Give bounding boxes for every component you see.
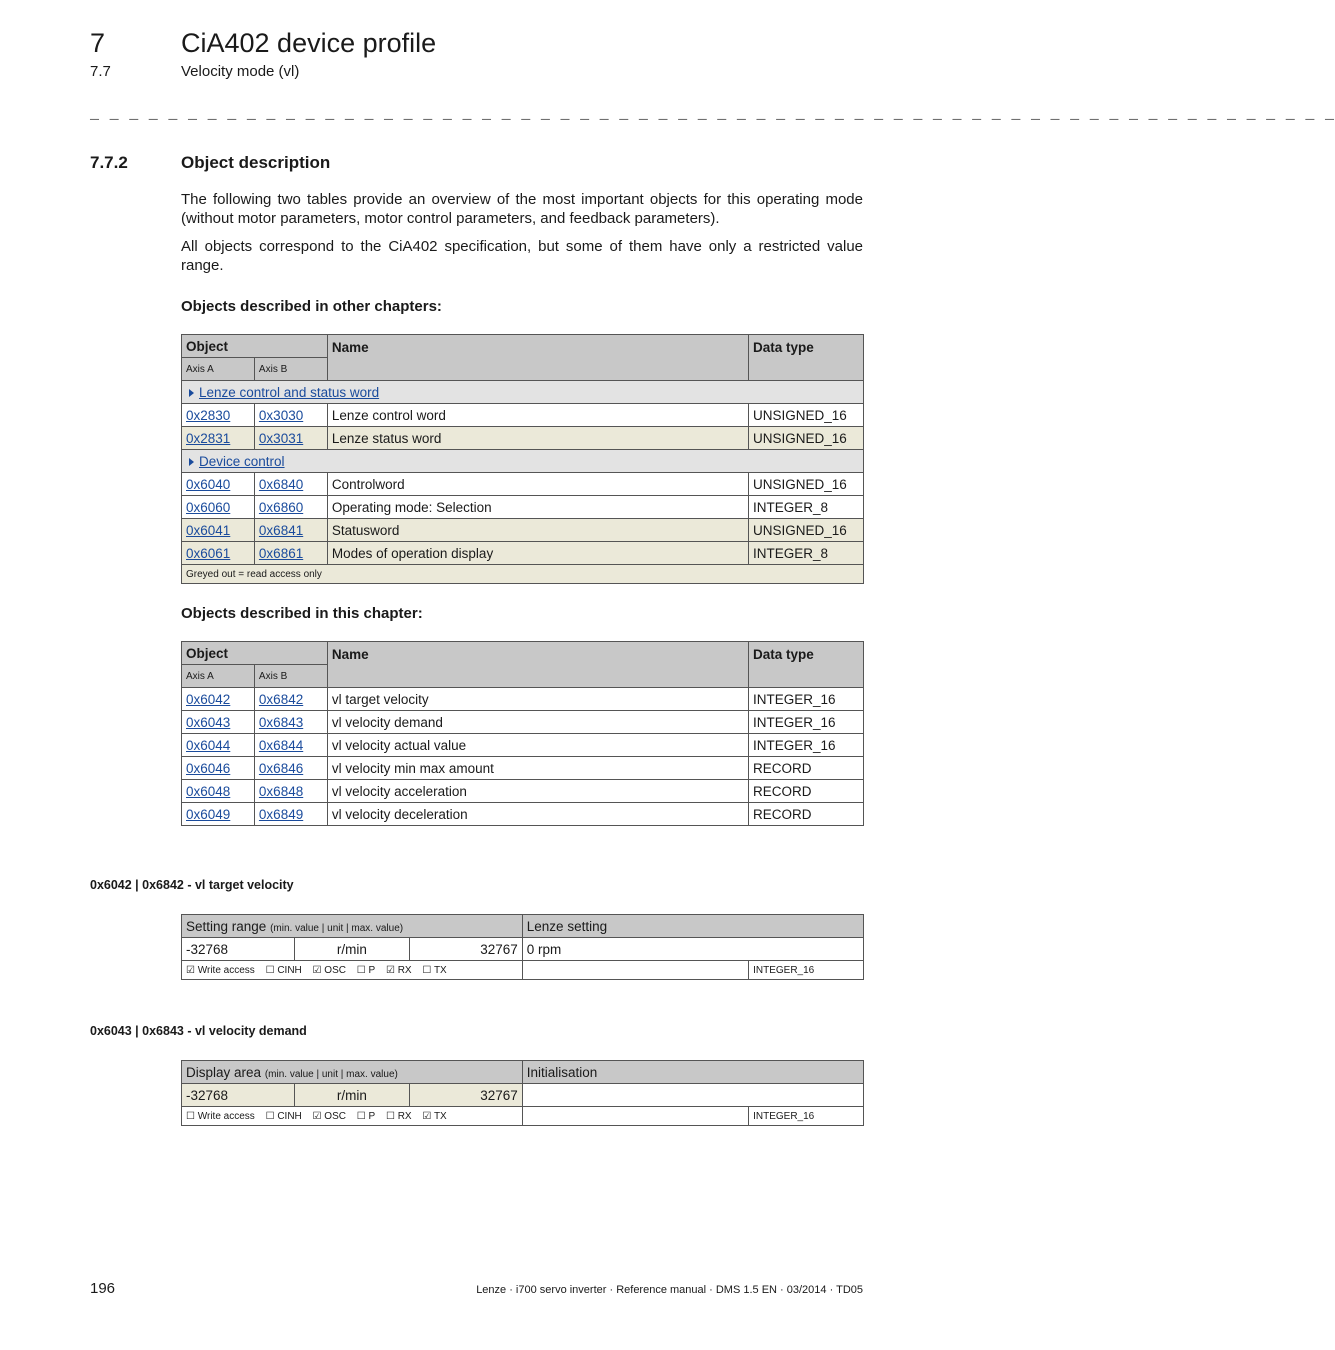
empty-cell — [522, 1107, 748, 1126]
data-type: INTEGER_16 — [749, 688, 864, 711]
rx-flag: ☐ RX — [385, 1110, 412, 1122]
col-axis-b: Axis B — [254, 358, 327, 381]
axis-a-link[interactable]: 0x6049 — [186, 806, 231, 822]
range-label: Setting range — [186, 918, 267, 934]
osc-flag: ☑ OSC — [312, 1110, 346, 1122]
object-name: Lenze status word — [327, 427, 748, 450]
p-flag: ☐ P — [356, 964, 376, 976]
table-row — [182, 473, 864, 496]
p-flag: ☐ P — [356, 1110, 376, 1122]
group-row[interactable] — [182, 381, 864, 404]
col-object: Object — [182, 335, 328, 358]
table-row — [182, 803, 864, 826]
init-label: Initialisation — [522, 1061, 863, 1084]
table-row — [182, 780, 864, 803]
object-name: vl velocity actual value — [327, 734, 748, 757]
min-value: -32768 — [182, 1084, 295, 1107]
axis-a-link[interactable]: 0x6040 — [186, 476, 231, 492]
table-row — [182, 404, 864, 427]
osc-flag: ☑ OSC — [312, 964, 346, 976]
object-name: Operating mode: Selection — [327, 496, 748, 519]
group-link[interactable]: Device control — [199, 453, 285, 469]
table-row — [182, 688, 864, 711]
data-type: UNSIGNED_16 — [749, 519, 864, 542]
table-row — [182, 496, 864, 519]
axis-b-link[interactable]: 0x6848 — [258, 783, 304, 799]
footer-text: Lenze · i700 servo inverter · Reference manual · DMS 1.5 EN · 03/2014 · TD05 — [476, 1284, 863, 1296]
object-name: vl velocity deceleration — [327, 803, 748, 826]
range-note: (min. value | unit | max. value) — [264, 1068, 398, 1080]
object-6042-table — [181, 914, 864, 980]
intro-paragraph: The following two tables provide an overview of the most important objects for this operating mode (without motor parameters, motor control parameters, and feedback parameters). — [181, 191, 863, 227]
data-type: RECORD — [749, 803, 864, 826]
access-flags — [182, 961, 523, 980]
data-type: UNSIGNED_16 — [749, 427, 864, 450]
data-type: RECORD — [749, 757, 864, 780]
object-name: Lenze control word — [327, 404, 748, 427]
object-name: Modes of operation display — [327, 542, 748, 565]
object-name: Controlword — [327, 473, 748, 496]
axis-a-link[interactable]: 0x6043 — [186, 714, 231, 730]
table-footnote: Greyed out = read access only — [182, 565, 864, 584]
axis-b-link[interactable]: 0x6841 — [258, 522, 304, 538]
section-number: 7.7 — [90, 63, 111, 80]
group-link[interactable]: Lenze control and status word — [199, 384, 380, 400]
object-data-type: INTEGER_16 — [749, 1107, 864, 1126]
init-value — [522, 1084, 863, 1107]
data-type: INTEGER_16 — [749, 734, 864, 757]
range-label-cell — [182, 1061, 523, 1084]
axis-b-link[interactable]: 0x6842 — [258, 691, 304, 707]
table-this-chapter — [181, 641, 864, 826]
unit: r/min — [294, 1084, 409, 1107]
table-other-heading: Objects described in other chapters: — [181, 298, 442, 315]
cinh-flag: ☐ CINH — [265, 1110, 302, 1122]
axis-b-link[interactable]: 0x6861 — [258, 545, 304, 561]
data-type: INTEGER_8 — [749, 542, 864, 565]
data-type: INTEGER_8 — [749, 496, 864, 519]
header-separator: _ _ _ _ _ _ _ _ _ _ _ _ _ _ _ _ _ _ _ _ _ _ _ _ _ _ _ _ _ _ _ _ _ _ _ _ _ _ _ _ _ _ _ _ _ _ _ _ _ _ _ _ _ _ _ _ _ _ _ _ _ _ _ _ — [90, 106, 1335, 123]
data-type: UNSIGNED_16 — [749, 404, 864, 427]
setting-value: 0 rpm — [522, 938, 863, 961]
spec-paragraph: All objects correspond to the CiA402 specification, but some of them have only a restricted value range. — [181, 238, 863, 274]
col-axis-a: Axis A — [182, 358, 255, 381]
axis-b-link[interactable]: 0x6840 — [258, 476, 304, 492]
col-axis-a: Axis A — [182, 665, 255, 688]
axis-b-link[interactable]: 0x6843 — [258, 714, 304, 730]
data-type: RECORD — [749, 780, 864, 803]
object-name: Statusword — [327, 519, 748, 542]
min-value: -32768 — [182, 938, 295, 961]
cinh-flag: ☐ CINH — [265, 964, 302, 976]
col-data-type: Data type — [749, 335, 864, 381]
object-data-type: INTEGER_16 — [749, 961, 864, 980]
col-name: Name — [327, 642, 748, 688]
table-row — [182, 542, 864, 565]
write-access-flag: ☐ Write access — [186, 1110, 255, 1122]
setting-label: Lenze setting — [522, 915, 863, 938]
tx-flag: ☐ TX — [422, 964, 447, 976]
rx-flag: ☑ RX — [385, 964, 412, 976]
axis-a-link[interactable]: 0x6041 — [186, 522, 231, 538]
table-row — [182, 711, 864, 734]
range-label-cell — [182, 915, 523, 938]
table-row — [182, 757, 864, 780]
subsection-number: 7.7.2 — [90, 153, 128, 172]
table-other-chapters — [181, 334, 864, 584]
object-name: vl velocity acceleration — [327, 780, 748, 803]
axis-b-link[interactable]: 0x3031 — [258, 430, 304, 446]
table-row — [182, 519, 864, 542]
subsection-title: Object description — [181, 153, 331, 172]
max-value: 32767 — [409, 1084, 522, 1107]
arrow-right-icon — [189, 389, 194, 397]
col-name: Name — [327, 335, 748, 381]
write-access-flag: ☑ Write access — [186, 964, 255, 976]
object-6042-heading: 0x6042 | 0x6842 - vl target velocity — [90, 878, 294, 892]
object-name: vl target velocity — [327, 688, 748, 711]
group-row[interactable] — [182, 450, 864, 473]
access-flags — [182, 1107, 523, 1126]
tx-flag: ☑ TX — [422, 1110, 447, 1122]
axis-a-link[interactable]: 0x6042 — [186, 691, 231, 707]
arrow-right-icon — [189, 458, 194, 466]
range-label: Display area — [186, 1064, 262, 1080]
axis-a-link[interactable]: 0x6060 — [186, 499, 231, 515]
axis-b-link[interactable]: 0x6860 — [258, 499, 304, 515]
object-name: vl velocity min max amount — [327, 757, 748, 780]
object-name: vl velocity demand — [327, 711, 748, 734]
table-row — [182, 427, 864, 450]
unit: r/min — [294, 938, 409, 961]
col-axis-b: Axis B — [254, 665, 327, 688]
col-object: Object — [182, 642, 328, 665]
object-6043-heading: 0x6043 | 0x6843 - vl velocity demand — [90, 1024, 307, 1038]
chapter-title: CiA402 device profile — [181, 28, 437, 58]
axis-a-link[interactable]: 0x2830 — [186, 407, 231, 423]
section-title: Velocity mode (vl) — [181, 63, 300, 80]
empty-cell — [522, 961, 748, 980]
page-number: 196 — [90, 1280, 116, 1297]
axis-b-link[interactable]: 0x6849 — [258, 806, 304, 822]
max-value: 32767 — [409, 938, 522, 961]
table-row — [182, 734, 864, 757]
object-6043-table — [181, 1060, 864, 1126]
data-type: INTEGER_16 — [749, 711, 864, 734]
chapter-number: 7 — [90, 28, 106, 58]
axis-a-link[interactable]: 0x6044 — [186, 737, 231, 753]
table-this-heading: Objects described in this chapter: — [181, 605, 423, 622]
data-type: UNSIGNED_16 — [749, 473, 864, 496]
axis-a-link[interactable]: 0x2831 — [186, 430, 231, 446]
axis-b-link[interactable]: 0x6846 — [258, 760, 304, 776]
axis-a-link[interactable]: 0x6046 — [186, 760, 231, 776]
axis-a-link[interactable]: 0x6048 — [186, 783, 231, 799]
col-data-type: Data type — [749, 642, 864, 688]
axis-b-link[interactable]: 0x3030 — [258, 407, 304, 423]
axis-a-link[interactable]: 0x6061 — [186, 545, 231, 561]
range-note: (min. value | unit | max. value) — [270, 922, 404, 934]
axis-b-link[interactable]: 0x6844 — [258, 737, 304, 753]
